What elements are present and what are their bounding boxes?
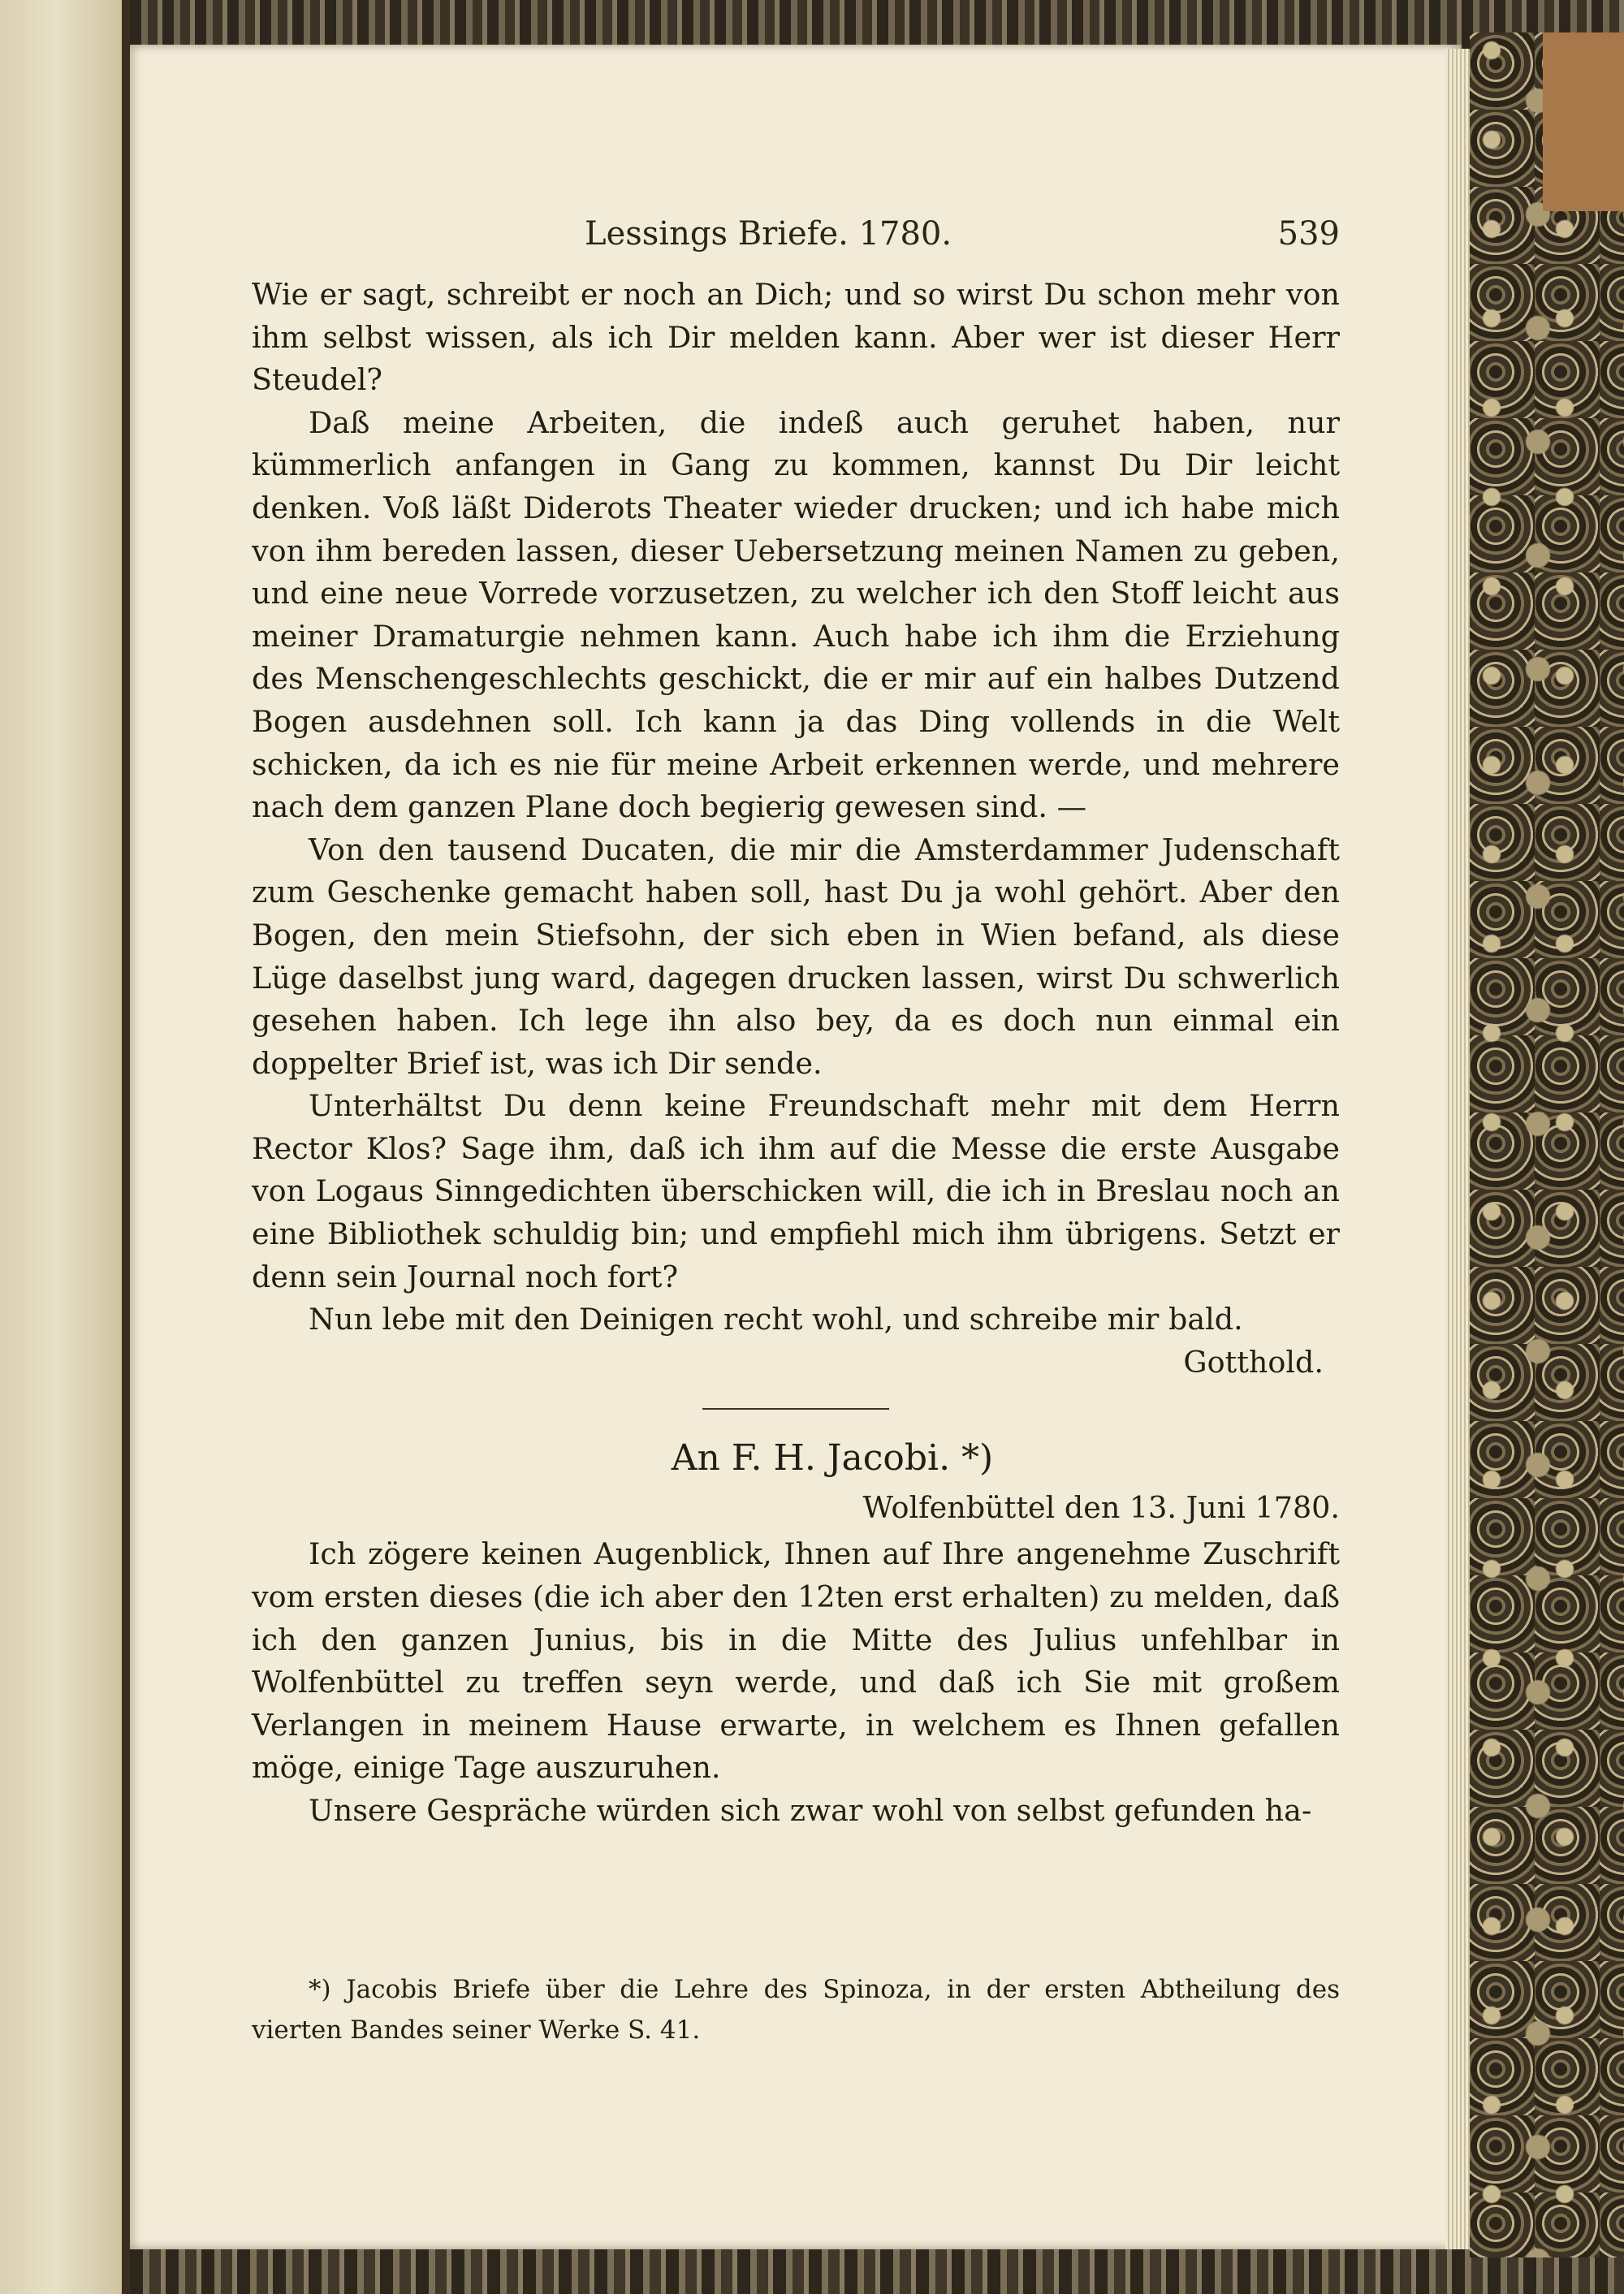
page-number: 539 (1277, 215, 1340, 253)
dateline: Wolfenbüttel den 13. Juni 1780. (862, 1490, 1340, 1526)
paragraph: Von den tausend Ducaten, die mir die Amsterdammer Judenschaft zum Geschenke gemacht haben soll, hast Du ja wohl gehört. Aber den Bogen, den mein Stiefsohn, der sich eben in Wien befand, als diese Lüge daselbst jung ward, dagegen drucken lassen, wirst Du schwerlich gesehen haben. Ich lege ihn also bey, da es doch nun einmal ein doppelter Brief ist, was ich Dir sende. (252, 832, 1340, 1081)
running-head (130, 215, 1462, 272)
paragraph: Wie er sagt, schreibt er noch an Dich; und so wirst Du schon mehr von ihm selbst wissen, als ich Dir melden kann. Aber wer ist dieser Herr Steudel? (252, 277, 1340, 398)
body-text (252, 274, 1340, 1833)
signature: Gotthold. (1183, 1344, 1324, 1380)
leather-corner (1543, 32, 1624, 211)
paragraph: Ich zögere keinen Augenblick, Ihnen auf Ihre angenehme Zuschrift vom ersten dieses (die ich aber den 12ten erst erhalten) zu melden, daß ich den ganzen Junius, bis in die Mitte des Julius unfehlbar in Wolfenbüttel zu treffen seyn werde, und daß ich Sie mit großem Verlangen in meinem Hause erwarte, in welchem es Ihnen gefallen möge, einige Tage auszuruhen. (252, 1536, 1340, 1786)
paragraph: Daß meine Arbeiten, die indeß auch geruhet haben, nur kümmerlich anfangen in Gang zu kommen, kannst Du Dir leicht denken. Voß läßt Diderots Theater wieder drucken; und ich habe mich von ihm bereden lassen, dieser Uebersetzung meinen Namen zu geben, und eine neue Vorrede vorzusetzen, zu welcher ich den Stoff leicht aus meiner Dramaturgie nehmen kann. Auch habe ich ihm die Erziehung des Menschengeschlechts geschickt, die er mir auf ein halbes Dutzend Bogen ausdehnen soll. Ich kann ja das Ding vollends in die Welt schicken, da ich es nie für meine Arbeit erkennen werde, und mehrere nach dem ganzen Plane doch begierig gewesen sind. — (252, 404, 1340, 825)
paragraph: Unsere Gespräche würden sich zwar wohl von selbst gefunden ha- (309, 1793, 1312, 1828)
marbled-cover (1470, 32, 1624, 2257)
footnote (252, 1969, 1340, 2050)
footnote-text: *) Jacobis Briefe über die Lehre des Spinoza, in der ersten Abtheilung des vierten Bandes seiner Werke S. 41. (252, 1975, 1340, 2045)
paragraph: Unterhältst Du denn keine Freundschaft mehr mit dem Herrn Rector Klos? Sage ihm, daß ich ihm auf die Messe die erste Ausgabe von Logaus Sinngedichten überschicken will, die ich in Breslau noch an eine Bibliothek schuldig bin; und empfiehl mich ihm übrigens. Setzt er denn sein Journal noch fort? (252, 1088, 1340, 1294)
running-head-title: Lessings Briefe. 1780. (585, 215, 952, 253)
letter-heading: An F. H. Jacobi. *) (671, 1437, 994, 1480)
page-block-edge (1445, 49, 1470, 2249)
gutter (122, 0, 130, 2294)
book-page (130, 45, 1462, 2249)
section-divider (702, 1408, 889, 1410)
paragraph: Nun lebe mit den Deinigen recht wohl, und schreibe mir bald. (309, 1302, 1243, 1337)
facing-page-edge (0, 0, 122, 2294)
